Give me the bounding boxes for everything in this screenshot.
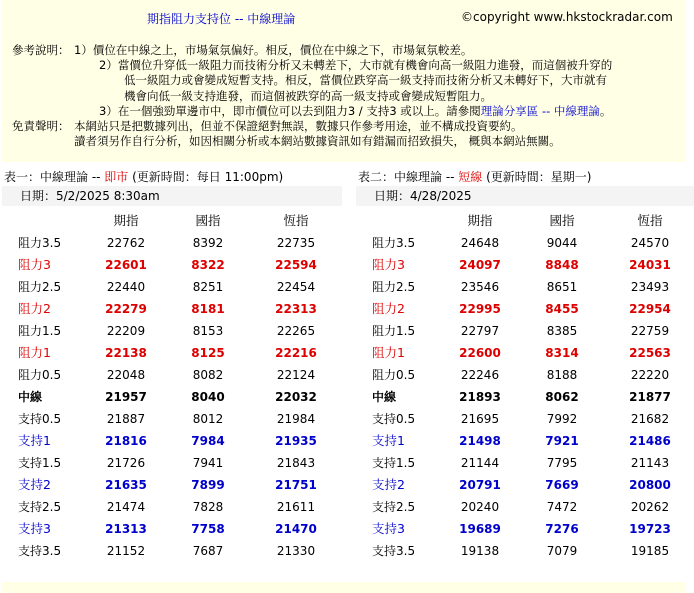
row-label: 阻力3.5 xyxy=(372,236,416,250)
table-row xyxy=(356,408,694,430)
reference-note-2c: 機會向低一級支持進發，而這個被跌穿的高一級支持或會變成短暫阻力。 xyxy=(124,88,492,103)
hsi-value: 22124 xyxy=(276,368,316,382)
hscei-value: 8012 xyxy=(192,412,224,426)
hsi-value: 21877 xyxy=(629,390,671,404)
row-label: 阻力0.5 xyxy=(18,368,62,382)
futures-value: 19138 xyxy=(460,544,500,558)
hscei-value: 8251 xyxy=(192,280,224,294)
hscei-value: 8651 xyxy=(546,280,578,294)
table-row xyxy=(356,452,694,474)
hsi-value: 21843 xyxy=(276,456,316,470)
futures-value: 22797 xyxy=(460,324,500,338)
hsi-value: 19185 xyxy=(630,544,670,558)
hsi-value: 24031 xyxy=(629,258,671,272)
table-row xyxy=(356,386,694,408)
futures-value: 23546 xyxy=(460,280,500,294)
futures-value: 19689 xyxy=(459,522,501,536)
hscei-value: 8082 xyxy=(192,368,224,382)
hscei-value: 7828 xyxy=(192,500,224,514)
futures-value: 20240 xyxy=(460,500,500,514)
futures-value: 22048 xyxy=(106,368,146,382)
reference-note-3: 3）在一個強勁單邊市中，即市價位可以去到阻力3 / 支持3 或以上。請參閱 xyxy=(99,103,481,118)
row-label: 支持3.5 xyxy=(18,544,62,558)
disclaimer-text-2: 讀者須另作自行分析，如因相關分析或本網站數據資訊如有錯漏而招致損失， 概與本網站無關。 xyxy=(74,134,561,149)
table-title: 表一：中線理論 -- 即市 (更新時間：每日 11:00pm) xyxy=(4,170,284,184)
hscei-value: 8040 xyxy=(191,390,225,404)
copyright-text: ©copyright www.hkstockradar.com xyxy=(461,10,673,24)
reference-note-2a: 2）當價位升穿低一級阻力而技術分析又未轉差下，大市就有機會向高一級阻力進發，而這個被升穿的 xyxy=(99,58,613,73)
table-row xyxy=(356,232,694,254)
hscei-value: 7899 xyxy=(191,478,225,492)
table-row xyxy=(2,254,342,276)
row-label: 支持1 xyxy=(372,433,405,448)
note-row xyxy=(12,89,684,104)
hscei-value: 7795 xyxy=(546,456,578,470)
table-row xyxy=(356,496,694,518)
hsi-value: 20800 xyxy=(629,478,671,492)
hscei-value: 8392 xyxy=(192,236,224,250)
table-row xyxy=(2,386,342,408)
futures-value: 21887 xyxy=(106,412,146,426)
row-label: 支持2 xyxy=(18,477,51,492)
row-label: 支持0.5 xyxy=(18,412,62,426)
row-label: 支持1 xyxy=(18,433,51,448)
table-row xyxy=(356,518,694,540)
hsi-value: 22735 xyxy=(276,236,316,250)
hscei-value: 7079 xyxy=(546,544,578,558)
hscei-value: 8322 xyxy=(191,258,225,272)
hsi-value: 22563 xyxy=(629,346,671,360)
futures-value: 21498 xyxy=(459,434,501,448)
reference-label: 參考說明： xyxy=(12,43,70,57)
note-row xyxy=(12,43,684,58)
row-label: 阻力3 xyxy=(18,257,51,272)
hsi-value: 22313 xyxy=(275,302,317,316)
hscei-value: 8181 xyxy=(191,302,225,316)
hscei-value: 8385 xyxy=(546,324,578,338)
row-label: 阻力1.5 xyxy=(372,324,416,338)
table-row xyxy=(356,474,694,496)
hsi-value: 21611 xyxy=(276,500,316,514)
row-label: 支持0.5 xyxy=(372,412,416,426)
table-intraday xyxy=(2,168,342,582)
futures-value: 22995 xyxy=(459,302,501,316)
table-row xyxy=(2,474,342,496)
hscei-value: 7687 xyxy=(192,544,224,558)
column-header-futures: 期指 xyxy=(467,213,493,228)
hsi-value: 24570 xyxy=(630,236,670,250)
table-date: 日期：5/2/2025 8:30am xyxy=(2,186,342,206)
hscei-value: 8153 xyxy=(192,324,224,338)
note-row xyxy=(12,134,684,149)
table-row xyxy=(2,452,342,474)
hsi-value: 22954 xyxy=(629,302,671,316)
futures-value: 21313 xyxy=(105,522,147,536)
hsi-value: 21486 xyxy=(629,434,671,448)
note-row xyxy=(12,73,684,88)
disclaimer-label: 免責聲明： xyxy=(12,119,70,134)
table-title: 表二：中線理論 -- 短線 (更新時間：星期一) xyxy=(358,170,592,184)
row-label: 阻力2.5 xyxy=(18,280,62,294)
row-label: 支持2.5 xyxy=(18,500,62,514)
table-row xyxy=(2,232,342,254)
table-row xyxy=(356,254,694,276)
note-row xyxy=(12,119,684,134)
info-panel xyxy=(2,0,686,162)
futures-value: 22209 xyxy=(106,324,146,338)
hsi-value: 23493 xyxy=(630,280,670,294)
table-row xyxy=(356,364,694,386)
futures-value: 21726 xyxy=(106,456,146,470)
row-label: 支持2 xyxy=(372,477,405,492)
footer-bar xyxy=(2,582,686,593)
futures-value: 22440 xyxy=(106,280,146,294)
row-label: 阻力2 xyxy=(372,301,405,316)
table-row xyxy=(356,320,694,342)
futures-value: 20791 xyxy=(459,478,501,492)
futures-value: 21957 xyxy=(105,390,147,404)
page-title: 期指阻力支持位 -- 中線理論 xyxy=(147,12,296,26)
row-label: 阻力2.5 xyxy=(372,280,416,294)
futures-value: 22138 xyxy=(105,346,147,360)
table-row xyxy=(356,276,694,298)
column-header-row xyxy=(2,210,342,232)
column-header-hscei: 國指 xyxy=(195,213,221,228)
table-row xyxy=(356,298,694,320)
table-row xyxy=(2,518,342,540)
table-row xyxy=(2,276,342,298)
row-label: 中線 xyxy=(372,390,397,404)
hsi-value: 21682 xyxy=(630,412,670,426)
hsi-value: 22032 xyxy=(275,390,317,404)
hscei-value: 8455 xyxy=(545,302,579,316)
futures-value: 24097 xyxy=(459,258,501,272)
hscei-value: 7472 xyxy=(546,500,578,514)
column-header-hsi: 恆指 xyxy=(283,213,309,228)
hscei-value: 7921 xyxy=(545,434,579,448)
hscei-value: 7941 xyxy=(192,456,224,470)
hscei-value: 8314 xyxy=(545,346,579,360)
futures-value: 22279 xyxy=(105,302,147,316)
hsi-value: 22759 xyxy=(630,324,670,338)
hsi-value: 21935 xyxy=(275,434,317,448)
table-body xyxy=(356,232,694,562)
disclaimer-text-1: 本網站只是把數據列出，但並不保證絕對無誤，數據只作參考用途，並不構成投資要約。 xyxy=(74,119,523,134)
hscei-value: 7758 xyxy=(191,522,225,536)
hsi-value: 22265 xyxy=(276,324,316,338)
note-row xyxy=(12,104,684,119)
futures-value: 21152 xyxy=(106,544,146,558)
table-row xyxy=(2,342,342,364)
futures-value: 24648 xyxy=(460,236,500,250)
hsi-value: 21330 xyxy=(276,544,316,558)
column-header-hscei: 國指 xyxy=(549,213,575,228)
row-label: 阻力1.5 xyxy=(18,324,62,338)
table-body xyxy=(2,232,342,562)
reference-note-2b: 低一級阻力或會變成短暫支持。相反，當價位跌穿高一級支持而技術分析又未轉好下，大市就有 xyxy=(124,73,607,88)
theory-link[interactable]: 理論分享區 -- 中線理論 xyxy=(480,103,600,118)
futures-value: 22600 xyxy=(459,346,501,360)
tables-area xyxy=(2,168,686,582)
row-label: 中線 xyxy=(18,390,43,404)
table-row xyxy=(356,540,694,562)
table-date: 日期：4/28/2025 xyxy=(356,186,694,206)
table-row xyxy=(356,342,694,364)
row-label: 支持3.5 xyxy=(372,544,416,558)
row-label: 支持3 xyxy=(18,521,51,536)
table-row xyxy=(2,298,342,320)
row-label: 阻力0.5 xyxy=(372,368,416,382)
row-label: 阻力3.5 xyxy=(18,236,62,250)
hsi-value: 19723 xyxy=(629,522,671,536)
note-row xyxy=(12,58,684,73)
reference-note-1: 1）價位在中線之上，市場氣氛偏好。相反，價位在中線之下，市場氣氛較差。 xyxy=(74,43,473,57)
hsi-value: 21143 xyxy=(630,456,670,470)
table-row xyxy=(2,430,342,452)
hsi-value: 22220 xyxy=(630,368,670,382)
row-label: 支持2.5 xyxy=(372,500,416,514)
notes-section xyxy=(12,43,684,149)
futures-value: 22246 xyxy=(460,368,500,382)
table-row xyxy=(2,408,342,430)
hscei-value: 7984 xyxy=(191,434,225,448)
hsi-value: 22216 xyxy=(275,346,317,360)
futures-value: 21695 xyxy=(460,412,500,426)
column-header-hsi: 恆指 xyxy=(637,213,663,228)
row-label: 支持1.5 xyxy=(372,456,416,470)
title-highlight: 短線 xyxy=(458,170,483,184)
table-row xyxy=(2,496,342,518)
row-label: 阻力1 xyxy=(18,345,51,360)
futures-value: 22601 xyxy=(105,258,147,272)
futures-value: 21474 xyxy=(106,500,146,514)
row-label: 阻力1 xyxy=(372,345,405,360)
table-row xyxy=(2,320,342,342)
hscei-value: 8125 xyxy=(191,346,225,360)
futures-value: 21144 xyxy=(460,456,500,470)
futures-value: 21893 xyxy=(459,390,501,404)
hscei-value: 8848 xyxy=(545,258,579,272)
hsi-value: 22594 xyxy=(275,258,317,272)
hscei-value: 7992 xyxy=(546,412,578,426)
futures-value: 22762 xyxy=(106,236,146,250)
column-header-futures: 期指 xyxy=(113,213,139,228)
title-highlight: 即市 xyxy=(104,170,129,184)
hscei-value: 7276 xyxy=(545,522,579,536)
hsi-value: 21470 xyxy=(275,522,317,536)
hscei-value: 7669 xyxy=(545,478,579,492)
reference-note-3-end: 。 xyxy=(599,103,612,118)
hscei-value: 8188 xyxy=(546,368,578,382)
row-label: 阻力3 xyxy=(372,257,405,272)
futures-value: 21816 xyxy=(105,434,147,448)
row-label: 支持1.5 xyxy=(18,456,62,470)
row-label: 支持3 xyxy=(372,521,405,536)
table-row xyxy=(356,430,694,452)
hscei-value: 8062 xyxy=(545,390,579,404)
hsi-value: 21984 xyxy=(276,412,316,426)
futures-value: 21635 xyxy=(105,478,147,492)
table-shortterm xyxy=(356,168,694,582)
hsi-value: 20262 xyxy=(630,500,670,514)
hscei-value: 9044 xyxy=(546,236,578,250)
row-label: 阻力2 xyxy=(18,301,51,316)
table-row xyxy=(2,364,342,386)
hsi-value: 21751 xyxy=(275,478,317,492)
hsi-value: 22454 xyxy=(276,280,316,294)
table-row xyxy=(2,540,342,562)
column-header-row xyxy=(356,210,694,232)
